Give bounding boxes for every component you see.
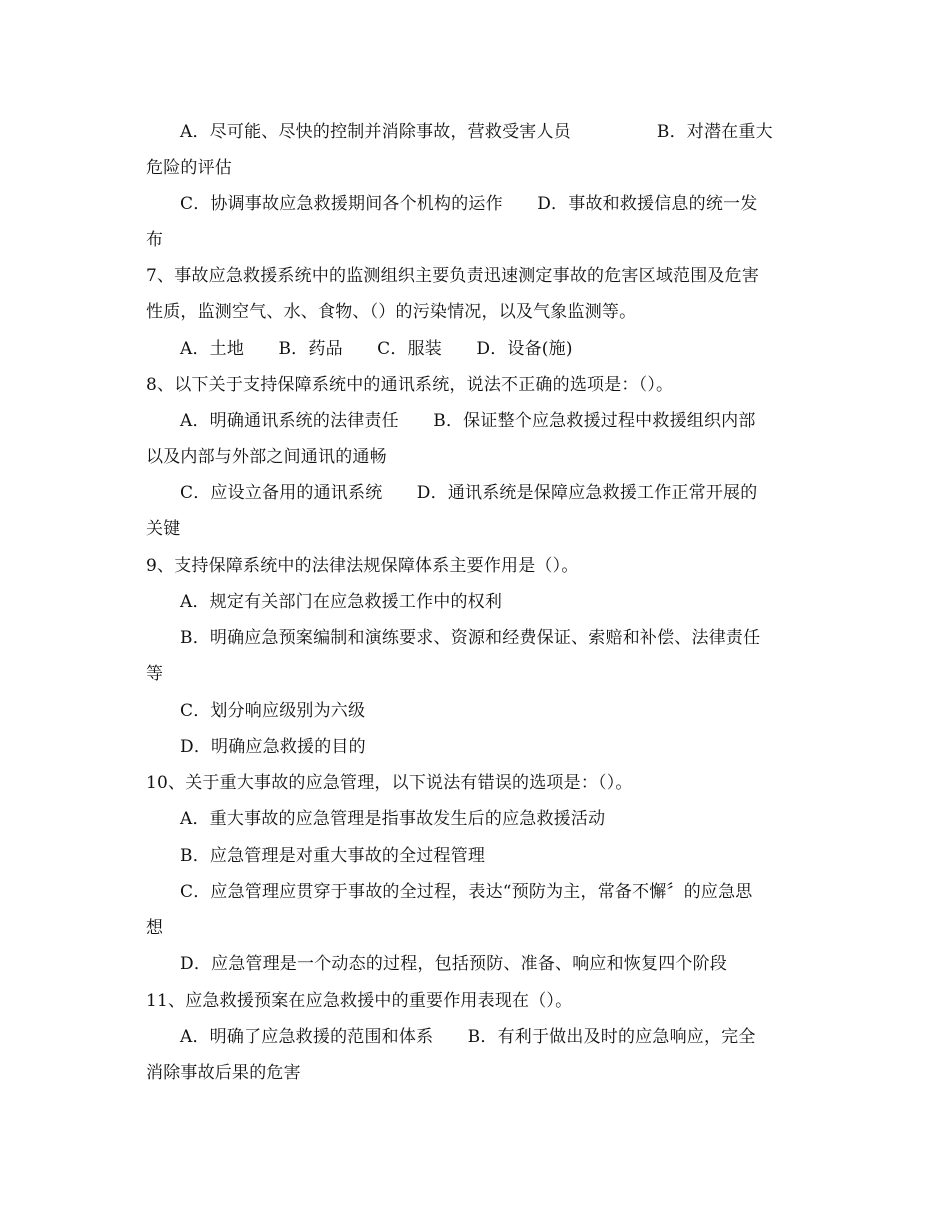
text-line: 危险的评估 bbox=[146, 158, 232, 178]
option-line: C．应设立备用的通讯系统 D．通讯系统是保障应急救援工作正常开展的 bbox=[180, 483, 758, 503]
option-line: D．明确应急救援的目的 bbox=[180, 737, 366, 757]
text-line: 想 bbox=[146, 918, 164, 938]
question-line: 10、关于重大事故的应急管理，以下说法有错误的选项是：（）。 bbox=[146, 773, 633, 793]
question-line: 11、应急救援预案在应急救援中的重要作用表现在（）。 bbox=[146, 991, 573, 1011]
text-line: 以及内部与外部之间通讯的通畅 bbox=[146, 447, 387, 467]
option-line: A．明确通讯系统的法律责任 B．保证整个应急救援过程中救援组织内部 bbox=[180, 411, 756, 431]
option-line: A．土地 B．药品 C．服装 D．设备(施) bbox=[180, 339, 573, 359]
question-line: 7、事故应急救援系统中的监测组织主要负责迅速测定事故的危害区域范围及危害 bbox=[146, 266, 760, 286]
text-line: 布 bbox=[146, 230, 164, 250]
option-line: D．应急管理是一个动态的过程，包括预防、准备、响应和恢复四个阶段 bbox=[180, 954, 728, 974]
option-line: C．应急管理应贯穿于事故的全过程，表达“预防为主，常备不懈〞的应急思 bbox=[180, 882, 753, 902]
question-line: 8、以下关于支持保障系统中的通讯系统，说法不正确的选项是：（）。 bbox=[146, 375, 674, 395]
text-line: 等 bbox=[146, 664, 164, 684]
option-line: C．协调事故应急救援期间各个机构的运作 D．事故和救援信息的统一发 bbox=[180, 194, 758, 214]
option-line: A．明确了应急救援的范围和体系 B．有利于做出及时的应急响应，完全 bbox=[180, 1027, 756, 1047]
option-line: A．规定有关部门在应急救援工作中的权利 bbox=[180, 592, 503, 612]
option-line: B．明确应急预案编制和演练要求、资源和经费保证、索赔和补偿、法律责任 bbox=[180, 628, 761, 648]
option-line: C．划分响应级别为六级 bbox=[180, 701, 366, 721]
question-line: 9、支持保障系统中的法律法规保障体系主要作用是（）。 bbox=[146, 556, 579, 576]
text-line: 性质，监测空气、水、食物、（）的污染情况，以及气象监测等。 bbox=[146, 302, 637, 322]
text-line: 消除事故后果的危害 bbox=[146, 1063, 301, 1083]
option-line: A．尽可能、尽快的控制并消除事故，营救受害人员 B．对潜在重大 bbox=[180, 122, 773, 142]
option-line: B．应急管理是对重大事故的全过程管理 bbox=[180, 846, 486, 866]
option-line: A．重大事故的应急管理是指事故发生后的应急救援活动 bbox=[180, 809, 606, 829]
text-line: 关键 bbox=[146, 519, 181, 539]
